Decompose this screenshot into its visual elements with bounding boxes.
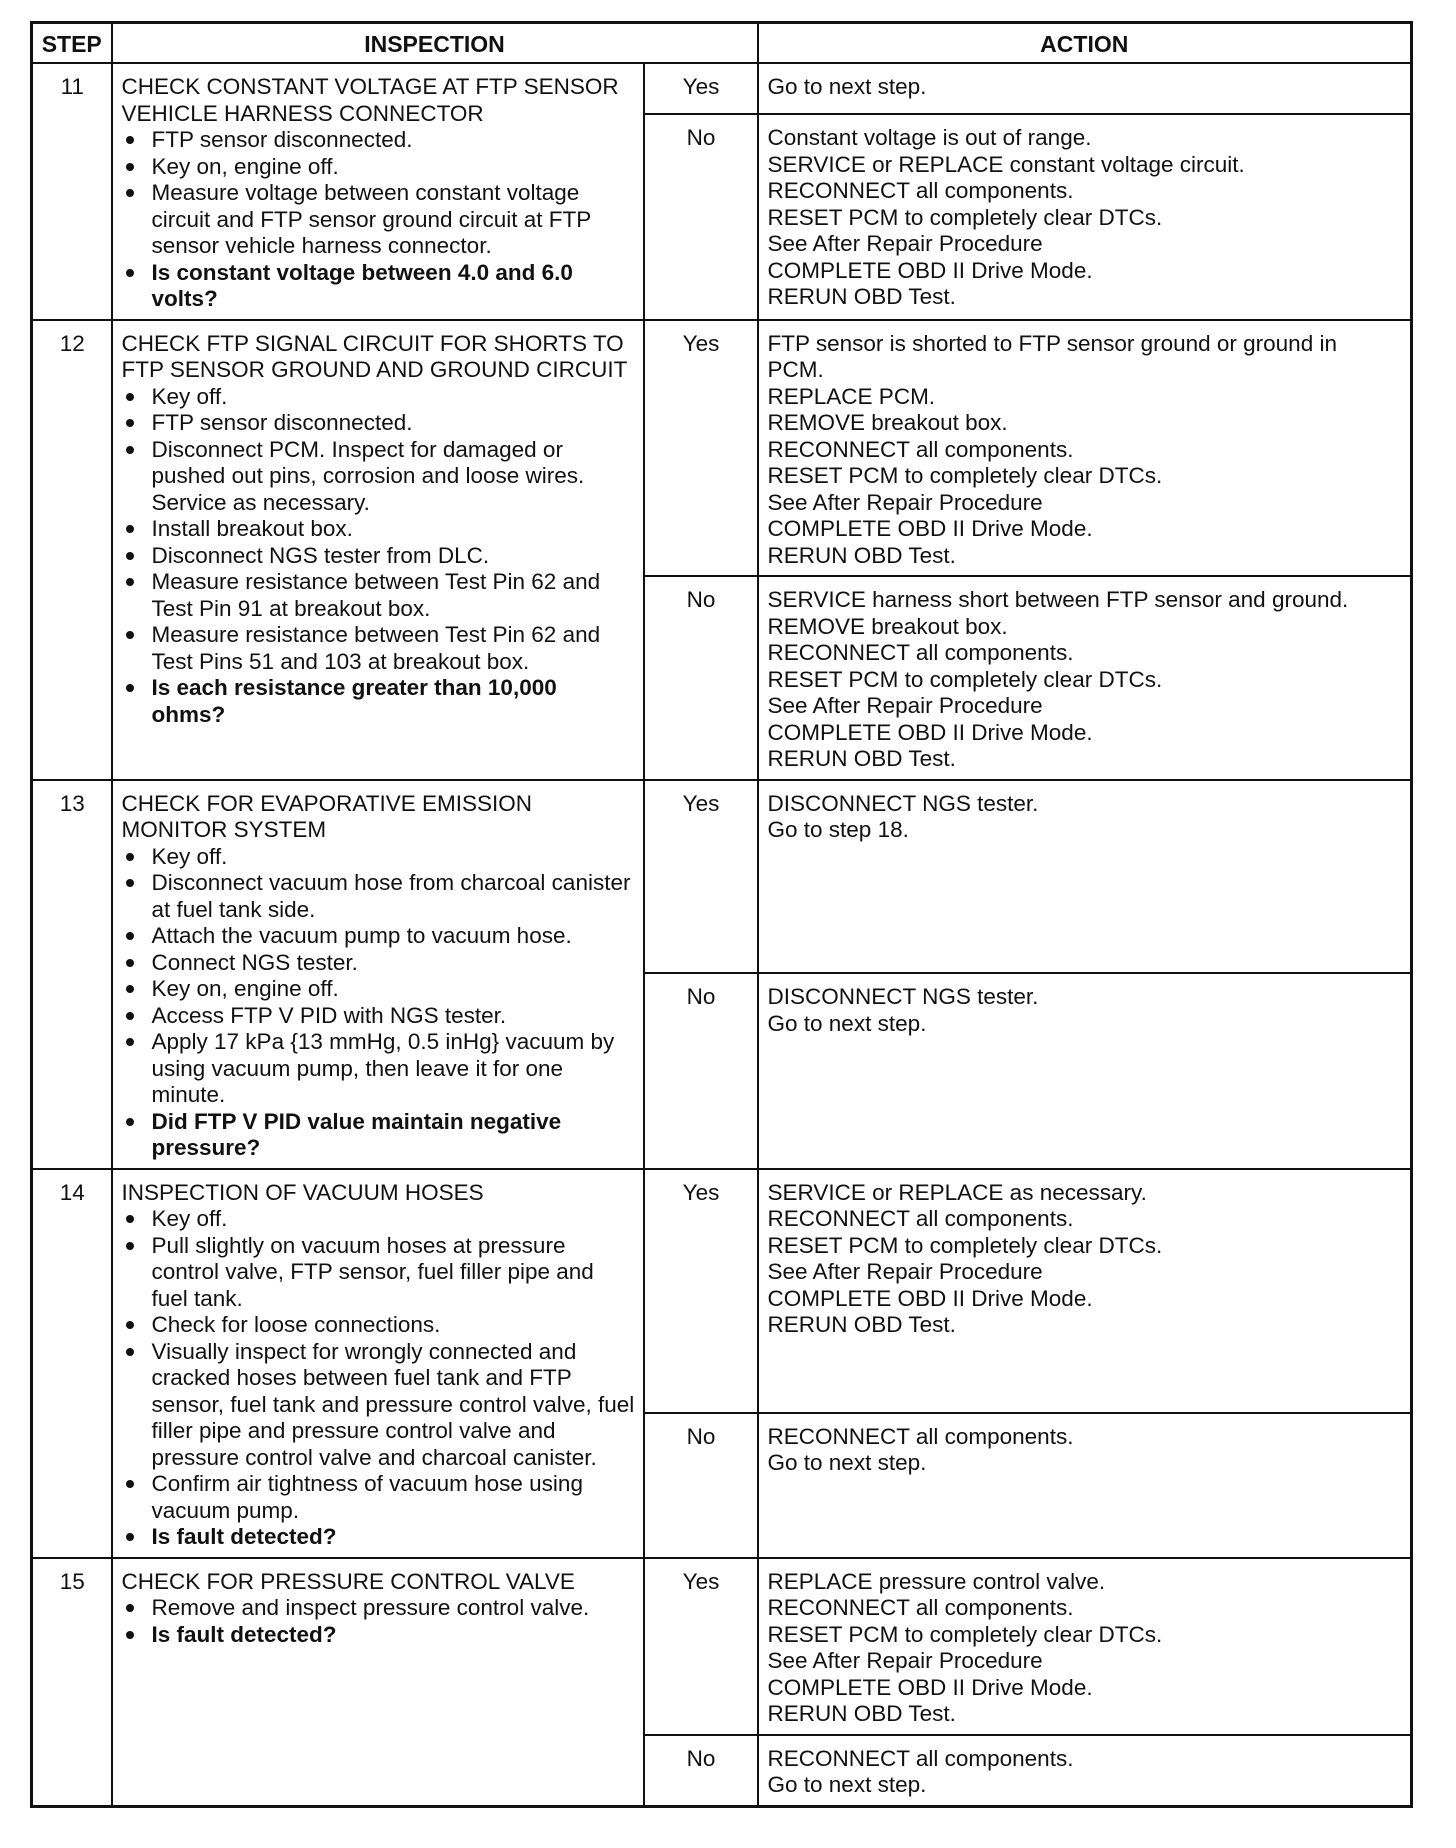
action-line: REMOVE breakout box. — [767, 613, 1008, 639]
inspection-question: Did FTP V PID value maintain negative pressure? — [122, 1109, 635, 1162]
action-line: FTP sensor is shorted to FTP sensor ground or ground in — [767, 330, 1337, 356]
inspection-bullet: Connect NGS tester. — [122, 950, 635, 977]
action-line: RECONNECT all components. — [767, 640, 1074, 665]
inspection-bullets — [122, 127, 635, 313]
inspection-title: CHECK FOR EVAPORATIVE EMISSION MONITOR SYSTEM — [121, 790, 532, 842]
no-action — [758, 973, 1412, 1168]
inspection-cell — [112, 1558, 644, 1807]
inspection-bullet: Key on, engine off. — [122, 976, 635, 1003]
action-line: RECONNECT all components. — [767, 1595, 1074, 1620]
action-line: PCM. — [767, 357, 824, 382]
inspection-bullet: Remove and inspect pressure control valve. — [122, 1595, 635, 1622]
table-row — [32, 1558, 1412, 1735]
yes-action — [758, 1558, 1412, 1735]
action-line: Go to step 18. — [767, 817, 909, 842]
action-line: RECONNECT all components. — [767, 436, 1074, 462]
action-line: COMPLETE OBD II Drive Mode. — [767, 516, 1093, 541]
action-line: RERUN OBD Test. — [767, 746, 956, 771]
step-number: 12 — [32, 320, 112, 780]
no-label: No — [644, 973, 758, 1168]
action-line: COMPLETE OBD II Drive Mode. — [767, 719, 1093, 745]
inspection-title: CHECK FTP SIGNAL CIRCUIT FOR SHORTS TO FTP SENSOR GROUND AND GROUND CIRCUIT — [121, 330, 628, 382]
header-step: STEP — [32, 23, 112, 64]
action-line: Go to next step. — [767, 1010, 927, 1036]
inspection-cell — [112, 1169, 644, 1558]
action-line: RESET PCM to completely clear DTCs. — [767, 204, 1163, 230]
action-line: RECONNECT all components. — [767, 178, 1074, 204]
action-line: See After Repair Procedure — [767, 489, 1043, 515]
inspection-cell — [112, 63, 644, 320]
inspection-bullet: FTP sensor disconnected. — [122, 127, 635, 154]
step-number: 14 — [32, 1169, 112, 1558]
action-line: RECONNECT all components. — [767, 1206, 1074, 1231]
inspection-bullet: Visually inspect for wrongly connected and cracked hoses between fuel tank and FTP sensor, fuel tank and pressure control valve, fuel filler pipe and pressure control valve and pressure control valve and charcoal canister. — [122, 1339, 635, 1472]
yes-label: Yes — [644, 320, 758, 577]
inspection-bullets — [122, 1206, 635, 1551]
action-line: RESET PCM to completely clear DTCs. — [767, 463, 1163, 488]
inspection-cell — [112, 780, 644, 1169]
inspection-bullet: Disconnect PCM. Inspect for damaged or pushed out pins, corrosion and loose wires. Service as necessary. — [122, 437, 635, 517]
action-line: RESET PCM to completely clear DTCs. — [767, 1621, 1163, 1647]
diagnostic-table — [30, 21, 1413, 1808]
no-label: No — [644, 576, 758, 780]
table-row — [32, 63, 1412, 114]
no-action — [758, 576, 1412, 780]
inspection-title: CHECK FOR PRESSURE CONTROL VALVE — [121, 1568, 575, 1594]
inspection-bullet: Access FTP V PID with NGS tester. — [122, 1003, 635, 1030]
action-line: SERVICE or REPLACE constant voltage circuit. — [767, 151, 1245, 177]
inspection-question: Is constant voltage between 4.0 and 6.0 volts? — [122, 260, 635, 313]
inspection-bullet: Check for loose connections. — [122, 1312, 635, 1339]
action-line: REPLACE PCM. — [767, 383, 936, 409]
step-number: 13 — [32, 780, 112, 1169]
table-row — [32, 320, 1412, 577]
diagnostic-procedure-sheet — [30, 21, 1410, 1808]
inspection-title: CHECK CONSTANT VOLTAGE AT FTP SENSOR VEHICLE HARNESS CONNECTOR — [121, 74, 619, 126]
inspection-bullet: Pull slightly on vacuum hoses at pressure control valve, FTP sensor, fuel filler pipe and fuel tank. — [122, 1233, 635, 1313]
inspection-bullet: FTP sensor disconnected. — [122, 410, 635, 437]
action-line: COMPLETE OBD II Drive Mode. — [767, 1285, 1093, 1311]
inspection-question: Is fault detected? — [122, 1622, 635, 1649]
table-row — [32, 780, 1412, 974]
inspection-bullet: Attach the vacuum pump to vacuum hose. — [122, 923, 635, 950]
action-line: COMPLETE OBD II Drive Mode. — [767, 257, 1093, 283]
yes-label: Yes — [644, 780, 758, 974]
no-action — [758, 114, 1412, 319]
inspection-bullet: Key on, engine off. — [122, 154, 635, 181]
inspection-bullet: Measure voltage between constant voltage circuit and FTP sensor ground circuit at FTP sensor vehicle harness connector. — [122, 180, 635, 260]
action-line: SERVICE or REPLACE as necessary. — [767, 1179, 1147, 1205]
inspection-cell — [112, 320, 644, 780]
action-line: Go to next step. — [767, 1772, 927, 1797]
inspection-bullet: Key off. — [122, 384, 635, 411]
action-line: SERVICE harness short between FTP sensor and ground. — [767, 587, 1349, 612]
action-line: Go to next step. — [767, 1450, 927, 1476]
inspection-bullet: Key off. — [122, 1206, 635, 1233]
inspection-bullets — [122, 844, 635, 1162]
action-line: RERUN OBD Test. — [767, 1701, 956, 1726]
table-row — [32, 1169, 1412, 1413]
inspection-bullets — [122, 384, 635, 729]
action-line: RECONNECT all components. — [767, 1423, 1074, 1449]
step-number: 15 — [32, 1558, 112, 1807]
step-number: 11 — [32, 63, 112, 320]
yes-label: Yes — [644, 1558, 758, 1735]
yes-label: Yes — [644, 1169, 758, 1413]
action-line: DISCONNECT NGS tester. — [767, 984, 1039, 1010]
header-action: ACTION — [758, 23, 1412, 64]
inspection-bullet: Apply 17 kPa {13 mmHg, 0.5 inHg} vacuum by using vacuum pump, then leave it for one minute. — [122, 1029, 635, 1109]
action-line: REMOVE breakout box. — [767, 410, 1008, 435]
inspection-question: Is fault detected? — [122, 1524, 635, 1551]
inspection-title: INSPECTION OF VACUUM HOSES — [121, 1179, 484, 1205]
action-line: RERUN OBD Test. — [767, 284, 956, 310]
no-label: No — [644, 114, 758, 319]
yes-action — [758, 63, 1412, 114]
action-line: REPLACE pressure control valve. — [767, 1568, 1106, 1594]
yes-action — [758, 320, 1412, 577]
action-line: COMPLETE OBD II Drive Mode. — [767, 1674, 1093, 1700]
no-label: No — [644, 1735, 758, 1807]
yes-action — [758, 780, 1412, 974]
no-action — [758, 1413, 1412, 1558]
inspection-bullets — [122, 1595, 635, 1648]
action-line: RERUN OBD Test. — [767, 1312, 956, 1337]
inspection-bullet: Disconnect vacuum hose from charcoal canister at fuel tank side. — [122, 870, 635, 923]
inspection-question: Is each resistance greater than 10,000 ohms? — [122, 675, 635, 728]
inspection-bullet: Confirm air tightness of vacuum hose using vacuum pump. — [122, 1471, 635, 1524]
action-line: Go to next step. — [767, 74, 927, 99]
inspection-bullet: Measure resistance between Test Pin 62 and Test Pin 91 at breakout box. — [122, 569, 635, 622]
table-header-row — [32, 23, 1412, 64]
header-inspection: INSPECTION — [112, 23, 758, 64]
yes-action — [758, 1169, 1412, 1413]
action-line: See After Repair Procedure — [767, 693, 1043, 718]
action-line: RESET PCM to completely clear DTCs. — [767, 1232, 1163, 1258]
no-action — [758, 1735, 1412, 1807]
action-line: RESET PCM to completely clear DTCs. — [767, 666, 1163, 692]
inspection-bullet: Install breakout box. — [122, 516, 635, 543]
action-line: See After Repair Procedure — [767, 1259, 1043, 1284]
action-line: Constant voltage is out of range. — [767, 125, 1092, 151]
inspection-bullet: Measure resistance between Test Pin 62 and Test Pins 51 and 103 at breakout box. — [122, 622, 635, 675]
action-line: See After Repair Procedure — [767, 1648, 1043, 1673]
no-label: No — [644, 1413, 758, 1558]
inspection-bullet: Key off. — [122, 844, 635, 871]
action-line: RECONNECT all components. — [767, 1745, 1074, 1771]
action-line: See After Repair Procedure — [767, 231, 1043, 257]
action-line: DISCONNECT NGS tester. — [767, 790, 1039, 816]
yes-label: Yes — [644, 63, 758, 114]
inspection-bullet: Disconnect NGS tester from DLC. — [122, 543, 635, 570]
action-line: RERUN OBD Test. — [767, 542, 956, 568]
